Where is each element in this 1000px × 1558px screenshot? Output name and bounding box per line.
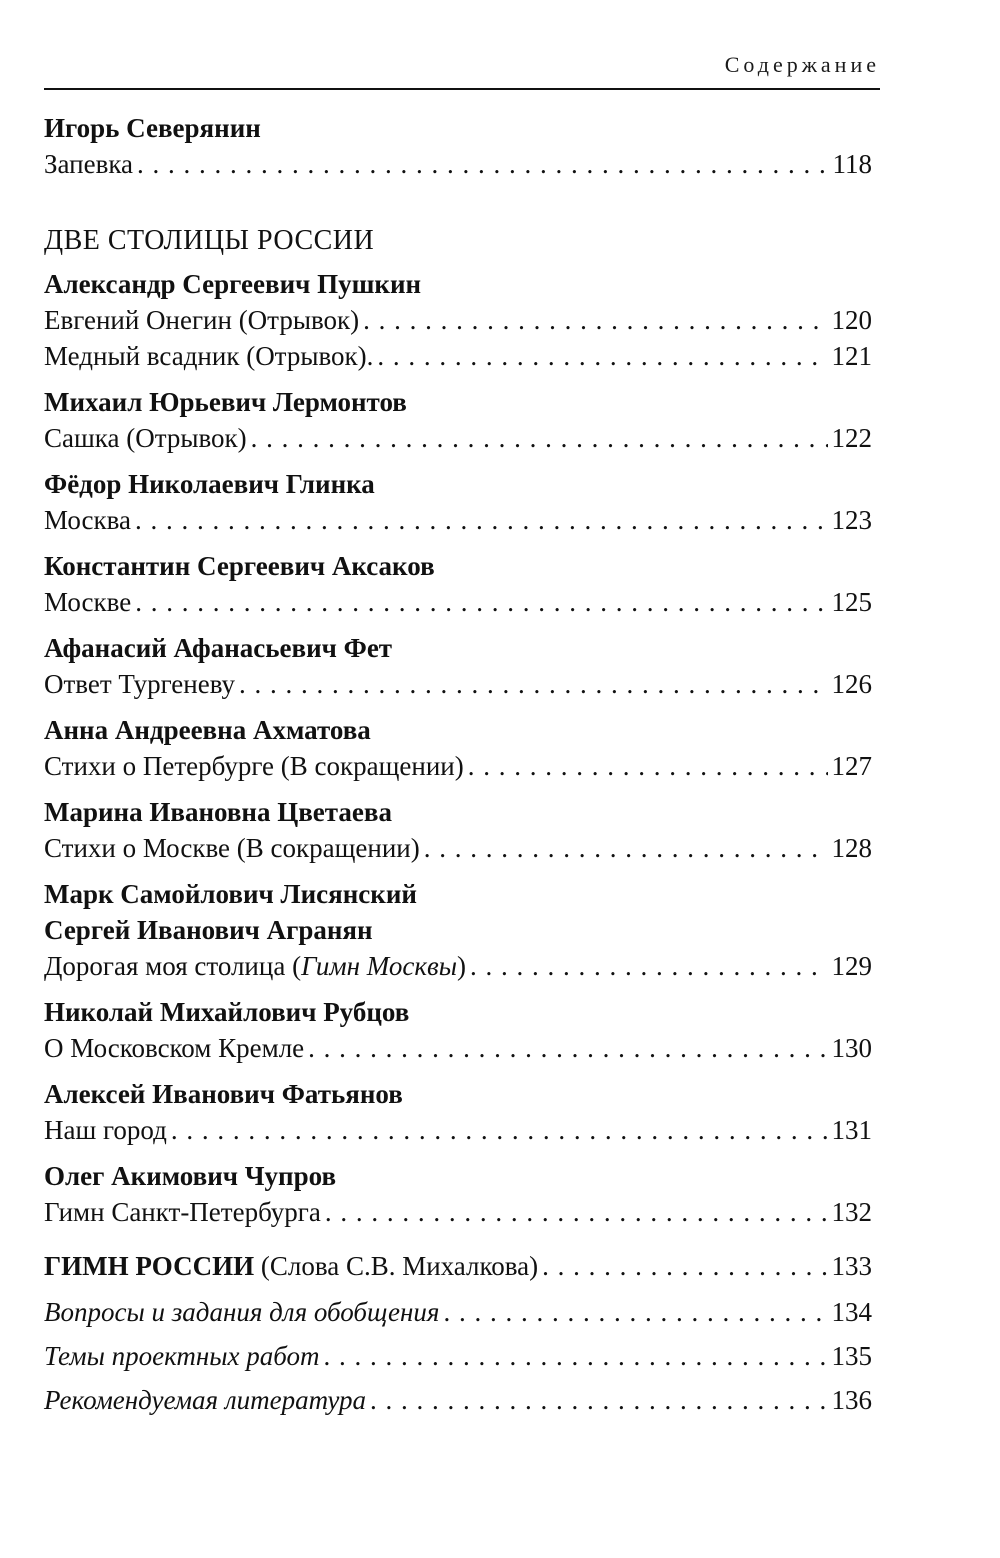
dot-leader [239,666,827,702]
toc-entry-title: Стихи о Петербурге (В сокращении) [44,751,464,781]
dot-leader [377,338,827,374]
toc-page-number: 131 [831,1115,872,1145]
toc-author: Афанасий Афанасьевич Фет [44,633,393,663]
toc-page-number: 133 [831,1251,872,1281]
toc-entry-title: Темы проектных работ [44,1341,320,1371]
toc-page-number: 118 [832,149,872,179]
toc-entry-title: Вопросы и задания для обобщения [44,1297,440,1327]
toc-page-number: 128 [831,833,872,863]
toc-page-number: 123 [831,505,872,535]
anthem-heading: ГИМН РОССИИ [44,1251,255,1281]
toc-page-number: 127 [831,751,872,781]
toc-entry[interactable] [44,1112,872,1148]
toc-entry-title: Евгений Онегин (Отрывок) [44,305,360,335]
toc-entry-appendix[interactable] [44,1338,872,1374]
toc-author: Марк Самойлович Лисянский [44,879,417,909]
toc-author: Константин Сергеевич Аксаков [44,551,435,581]
toc-entry-title: Запевка [44,149,134,179]
toc-page-number: 130 [831,1033,872,1063]
toc-author: Сергей Иванович Агранян [44,915,373,945]
toc-page-number: 121 [831,341,872,371]
toc-entry[interactable] [44,1030,872,1066]
toc-entry-anthem[interactable] [44,1248,872,1284]
dot-leader [135,502,828,538]
table-of-contents [44,110,872,1418]
toc-entry[interactable] [44,338,872,374]
toc-entry-title [44,1248,538,1284]
toc-entry-title: Москве [44,587,132,617]
toc-entry[interactable] [44,146,872,182]
toc-entry[interactable] [44,666,872,702]
toc-page-number: 135 [831,1341,872,1371]
title-close-paren: ) [457,951,467,981]
dot-leader [137,146,828,182]
toc-author: Николай Михайлович Рубцов [44,997,410,1027]
toc-entry[interactable] [44,502,872,538]
dot-leader [363,302,827,338]
toc-author: Анна Андреевна Ахматова [44,715,371,745]
toc-entry-title: О Московском Кремле [44,1033,305,1063]
toc-entry-title [44,948,466,984]
toc-page-number: 126 [831,669,872,699]
running-header: Содержание [724,52,880,77]
toc-page-number: 132 [831,1197,872,1227]
toc-author: Михаил Юрьевич Лермонтов [44,387,407,417]
toc-author: Алексей Иванович Фатьянов [44,1079,403,1109]
dot-leader [135,584,827,620]
toc-entry-title: Сашка (Отрывок) [44,423,247,453]
toc-entry[interactable] [44,830,872,866]
toc-page-number: 120 [831,305,872,335]
dot-leader [324,1338,828,1374]
toc-entry-title: Медный всадник (Отрывок). [44,341,374,371]
dot-leader [251,420,828,456]
toc-page-number: 129 [831,951,872,981]
toc-entry-appendix[interactable] [44,1294,872,1330]
anthem-subtitle: (Слова С.В. Михалкова) [260,1251,539,1281]
section-heading: ДВЕ СТОЛИЦЫ РОССИИ [44,225,375,256]
toc-page-number: 136 [831,1385,872,1415]
toc-entry-title: Стихи о Москве (В сокращении) [44,833,420,863]
toc-page-number: 122 [831,423,872,453]
toc-page-number: 134 [831,1297,872,1327]
toc-entry[interactable] [44,1194,872,1230]
toc-entry[interactable] [44,584,872,620]
toc-entry-title: Гимн Санкт-Петербурга [44,1197,321,1227]
dot-leader [424,830,828,866]
title-main-text: Дорогая моя столица ( [44,951,302,981]
toc-entry[interactable] [44,948,872,984]
dot-leader [542,1248,827,1284]
dot-leader [470,948,827,984]
toc-author: Марина Ивановна Цветаева [44,797,392,827]
header-divider [44,88,880,90]
toc-author: Олег Акимович Чупров [44,1161,337,1191]
toc-entry[interactable] [44,420,872,456]
dot-leader [308,1030,827,1066]
toc-entry[interactable] [44,302,872,338]
toc-entry-title: Наш город [44,1115,167,1145]
toc-entry[interactable] [44,748,872,784]
toc-author: Александр Сергеевич Пушкин [44,269,422,299]
toc-author: Игорь Северянин [44,113,261,143]
dot-leader [171,1112,828,1148]
title-italic-text: Гимн Москвы [301,951,458,981]
toc-page-number: 125 [831,587,872,617]
toc-entry-appendix[interactable] [44,1382,872,1418]
toc-entry-title: Ответ Тургеневу [44,669,236,699]
dot-leader [370,1382,827,1418]
dot-leader [468,748,828,784]
dot-leader [325,1194,828,1230]
toc-author: Фёдор Николаевич Глинка [44,469,375,499]
dot-leader [443,1294,827,1330]
toc-entry-title: Рекомендуемая литература [44,1385,367,1415]
toc-entry-title: Москва [44,505,131,535]
